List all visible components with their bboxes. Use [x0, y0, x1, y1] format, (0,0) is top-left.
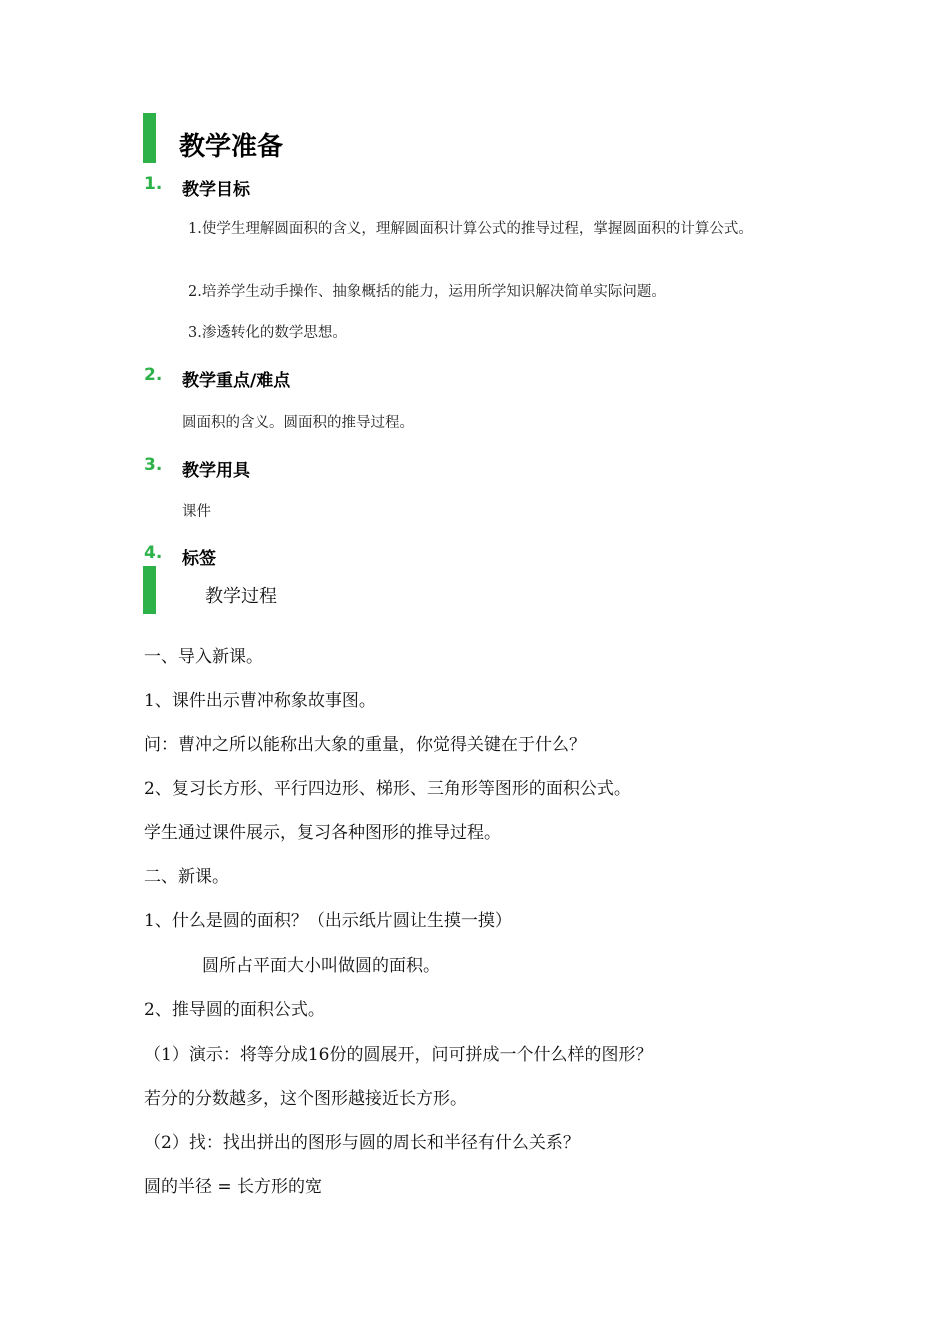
section-number-3: 3. — [144, 455, 163, 475]
goal-item-3: 3.渗透转化的数学思想。 — [188, 325, 347, 341]
section-title-tags: 标签 — [182, 549, 216, 569]
tools-text: 课件 — [182, 504, 211, 520]
process-line: 二、新课。 — [144, 867, 229, 887]
process-title: 教学过程 — [205, 586, 277, 607]
title-accent-bar — [143, 113, 156, 163]
section-title-tools: 教学用具 — [182, 461, 250, 481]
section-number-4: 4. — [144, 543, 163, 563]
process-line: 1、什么是圆的面积？（出示纸片圆让生摸一摸） — [144, 911, 512, 931]
process-line: 若分的分数越多，这个图形越接近长方形。 — [144, 1089, 467, 1109]
process-line: 问：曹冲之所以能称出大象的重量，你觉得关键在于什么？ — [144, 735, 586, 755]
process-line: 学生通过课件展示，复习各种图形的推导过程。 — [144, 823, 501, 843]
process-line: 圆的半径 = 长方形的宽 — [144, 1177, 323, 1197]
section-number-1: 1. — [144, 174, 163, 194]
process-line: 2、复习长方形、平行四边形、梯形、三角形等图形的面积公式。 — [144, 779, 631, 799]
process-line: 一、导入新课。 — [144, 647, 263, 667]
process-line: 2、推导圆的面积公式。 — [144, 1000, 325, 1020]
process-line: （1）演示：将等分成16份的圆展开，问可拼成一个什么样的图形？ — [144, 1045, 653, 1065]
key-points-text: 圆面积的含义。圆面积的推导过程。 — [182, 415, 414, 431]
section-number-2: 2. — [144, 365, 163, 385]
section-title-key-points: 教学重点/难点 — [182, 371, 291, 391]
section-title-goals: 教学目标 — [182, 180, 250, 200]
process-line: 1、课件出示曹冲称象故事图。 — [144, 691, 376, 711]
process-line: 圆所占平面大小叫做圆的面积。 — [202, 956, 440, 976]
goal-item-2: 2.培养学生动手操作、抽象概括的能力，运用所学知识解决简单实际问题。 — [188, 284, 666, 300]
page-title: 教学准备 — [179, 132, 284, 162]
process-line: （2）找：找出拼出的图形与圆的周长和半径有什么关系？ — [144, 1133, 580, 1153]
goal-item-1: 1.使学生理解圆面积的含义，理解圆面积计算公式的推导过程，掌握圆面积的计算公式。 — [188, 221, 753, 237]
process-accent-bar — [143, 566, 156, 614]
